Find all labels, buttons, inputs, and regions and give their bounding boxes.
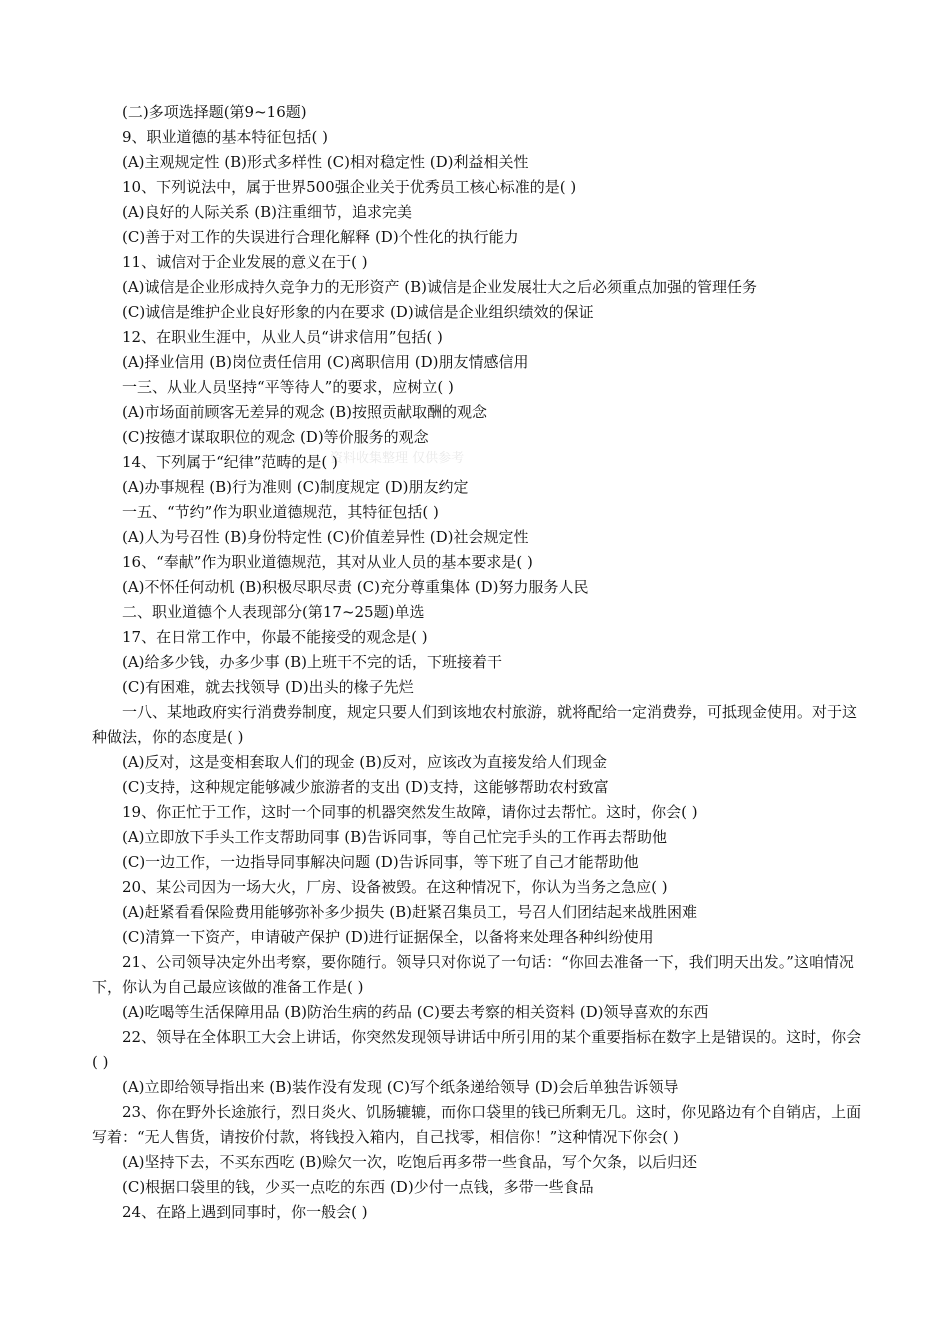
watermark-text: 资料收集整理 仅供参考 xyxy=(330,451,465,466)
text-line: (A)主观规定性 (B)形式多样性 (C)相对稳定性 (D)利益相关性 xyxy=(122,153,529,171)
paragraph: 一八、某地政府实行消费券制度，规定只要人们到该地农村旅游，就将配给一定消费券，可抵现金使用。对于这种做法，你的态度是( ) xyxy=(92,703,858,746)
text-line: 19、你正忙于工作，这时一个同事的机器突然发生故障，请你过去帮忙。这时，你会( ) xyxy=(122,803,698,821)
text-line: 10、下列说法中，属于世界500强企业关于优秀员工核心标准的是( ) xyxy=(122,178,577,196)
text-line: (A)坚持下去，不买东西吃 (B)赊欠一次，吃饱后再多带一些食品，写个欠条，以后归还 xyxy=(122,1153,698,1171)
document-body xyxy=(92,100,864,1225)
text-line: (C)一边工作，一边指导同事解决问题 (D)告诉同事，等下班了自己才能帮助他 xyxy=(122,853,639,871)
text-line: 20、某公司因为一场大火，厂房、设备被毁。在这种情况下，你认为当务之急应( ) xyxy=(122,878,668,896)
text-line: (A)诚信是企业形成持久竞争力的无形资产 (B)诚信是企业发展壮大之后必须重点加强的管理任务 xyxy=(122,278,758,296)
text-line: (C)有困难，就去找领导 (D)出头的椽子先烂 xyxy=(122,678,414,696)
paragraph: 22、领导在全体职工大会上讲话，你突然发现领导讲话中所引用的某个重要指标在数字上是错误的。这时，你会( ) xyxy=(92,1028,862,1071)
text-line: (A)立即给领导指出来 (B)装作没有发现 (C)写个纸条递给领导 (D)会后单独告诉领导 xyxy=(122,1078,679,1096)
text-line: (A)良好的人际关系 (B)注重细节，追求完美 xyxy=(122,203,413,221)
text-line: (A)人为号召性 (B)身份特定性 (C)价值差异性 (D)社会规定性 xyxy=(122,528,529,546)
text-line: 16、“奉献”作为职业道德规范，其对从业人员的基本要求是( ) xyxy=(122,553,533,571)
text-line: 9、职业道德的基本特征包括( ) xyxy=(122,128,329,146)
text-line: 17、在日常工作中，你最不能接受的观念是( ) xyxy=(122,628,428,646)
text-line: 二、职业道德个人表现部分(第17~25题)单选 xyxy=(122,603,425,621)
text-line: (A)择业信用 (B)岗位责任信用 (C)离职信用 (D)朋友情感信用 xyxy=(122,353,529,371)
text-line: (C)诚信是维护企业良好形象的内在要求 (D)诚信是企业组织绩效的保证 xyxy=(122,303,594,321)
text-line: 一五、“节约”作为职业道德规范，其特征包括( ) xyxy=(122,503,439,521)
text-line: (A)给多少钱，办多少事 (B)上班干不完的话，下班接着干 xyxy=(122,653,503,671)
text-line: (C)善于对工作的失误进行合理化解释 (D)个性化的执行能力 xyxy=(122,228,519,246)
paragraph: 21、公司领导决定外出考察，要你随行。领导只对你说了一句话：“你回去准备一下，我们明天出发。”这咱情况下，你认为自己最应该做的准备工作是( ) xyxy=(92,953,854,996)
text-line: (C)清算一下资产，申请破产保护 (D)进行证据保全，以备将来处理各种纠纷使用 xyxy=(122,928,654,946)
text-line: (C)按德才谋取职位的观念 (D)等价服务的观念 xyxy=(122,428,429,446)
text-line: (A)反对，这是变相套取人们的现金 (B)反对，应该改为直接发给人们现金 xyxy=(122,753,608,771)
paragraph: 23、你在野外长途旅行，烈日炎火、饥肠辘辘，而你口袋里的钱已所剩无几。这时，你见路边有个自销店，上面写着：“无人售货，请按价付款，将钱投入箱内，自己找零，相信你！”这种情况下你会( ) xyxy=(92,1103,862,1146)
text-line: (A)办事规程 (B)行为准则 (C)制度规定 (D)朋友约定 xyxy=(122,478,469,496)
text-line: (二)多项选择题(第9~16题) xyxy=(122,103,307,121)
text-line: 11、诚信对于企业发展的意义在于( ) xyxy=(122,253,368,271)
text-line: 一三、从业人员坚持“平等待人”的要求，应树立( ) xyxy=(122,378,454,396)
text-line: (C)支持，这种规定能够减少旅游者的支出 (D)支持，这能够帮助农村致富 xyxy=(122,778,609,796)
text-line: 14、下列属于“纪律”范畴的是( ) xyxy=(122,453,338,471)
text-line: 12、在职业生涯中，从业人员“讲求信用”包括( ) xyxy=(122,328,443,346)
text-line: (A)赶紧看看保险费用能够弥补多少损失 (B)赶紧召集员工，号召人们团结起来战胜困难 xyxy=(122,903,698,921)
text-line: (A)立即放下手头工作支帮助同事 (B)告诉同事，等自己忙完手头的工作再去帮助他 xyxy=(122,828,668,846)
text-line: (C)根据口袋里的钱，少买一点吃的东西 (D)少付一点钱，多带一些食品 xyxy=(122,1178,594,1196)
text-line: (A)市场面前顾客无差异的观念 (B)按照贡献取酬的观念 xyxy=(122,403,488,421)
text-line: 24、在路上遇到同事时，你一般会( ) xyxy=(122,1203,368,1221)
text-line: (A)吃喝等生活保障用品 (B)防治生病的药品 (C)要去考察的相关资料 (D)领导喜欢的东西 xyxy=(122,1003,709,1021)
text-line: (A)不怀任何动机 (B)积极尽职尽责 (C)充分尊重集体 (D)努力服务人民 xyxy=(122,578,589,596)
